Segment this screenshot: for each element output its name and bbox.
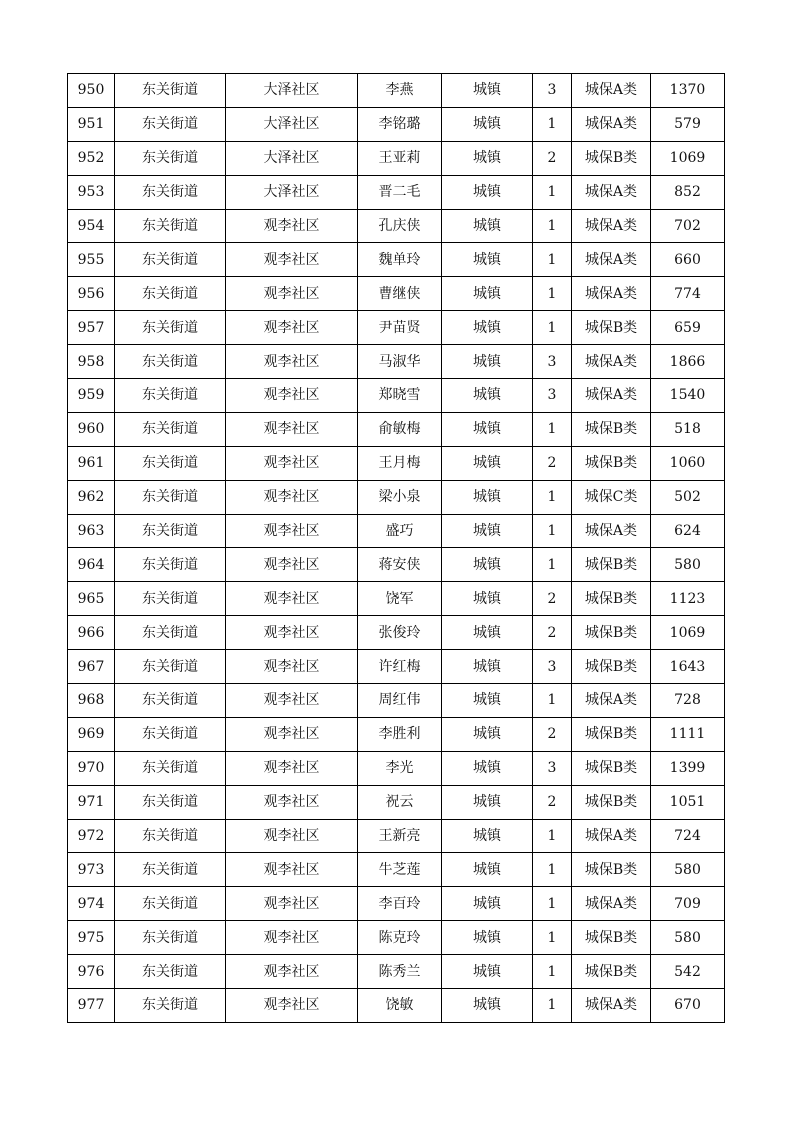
street-cell: 东关街道 bbox=[115, 311, 226, 345]
area-type-cell: 城镇 bbox=[442, 107, 533, 141]
name-cell: 盛巧 bbox=[358, 514, 442, 548]
row-number-cell: 957 bbox=[68, 311, 115, 345]
category-cell: 城保B类 bbox=[572, 548, 651, 582]
row-number-cell: 967 bbox=[68, 650, 115, 684]
street-cell: 东关街道 bbox=[115, 107, 226, 141]
area-type-cell: 城镇 bbox=[442, 819, 533, 853]
community-cell: 观李社区 bbox=[226, 989, 358, 1023]
name-cell: 郑晓雪 bbox=[358, 379, 442, 413]
amount-cell: 580 bbox=[651, 548, 725, 582]
row-number-cell: 952 bbox=[68, 141, 115, 175]
row-number-cell: 958 bbox=[68, 345, 115, 379]
area-type-cell: 城镇 bbox=[442, 582, 533, 616]
street-cell: 东关街道 bbox=[115, 446, 226, 480]
area-type-cell: 城镇 bbox=[442, 446, 533, 480]
area-type-cell: 城镇 bbox=[442, 243, 533, 277]
amount-cell: 659 bbox=[651, 311, 725, 345]
name-cell: 陈秀兰 bbox=[358, 955, 442, 989]
community-cell: 观李社区 bbox=[226, 616, 358, 650]
household-size-cell: 1 bbox=[533, 243, 572, 277]
household-size-cell: 3 bbox=[533, 751, 572, 785]
street-cell: 东关街道 bbox=[115, 616, 226, 650]
name-cell: 王新亮 bbox=[358, 819, 442, 853]
name-cell: 李铭璐 bbox=[358, 107, 442, 141]
community-cell: 观李社区 bbox=[226, 345, 358, 379]
community-cell: 观李社区 bbox=[226, 311, 358, 345]
household-size-cell: 1 bbox=[533, 107, 572, 141]
category-cell: 城保B类 bbox=[572, 751, 651, 785]
community-cell: 观李社区 bbox=[226, 684, 358, 718]
street-cell: 东关街道 bbox=[115, 989, 226, 1023]
amount-cell: 1399 bbox=[651, 751, 725, 785]
category-cell: 城保B类 bbox=[572, 616, 651, 650]
row-number-cell: 962 bbox=[68, 480, 115, 514]
category-cell: 城保B类 bbox=[572, 717, 651, 751]
area-type-cell: 城镇 bbox=[442, 717, 533, 751]
table-row bbox=[68, 379, 725, 413]
category-cell: 城保B类 bbox=[572, 141, 651, 175]
category-cell: 城保A类 bbox=[572, 514, 651, 548]
street-cell: 东关街道 bbox=[115, 209, 226, 243]
household-size-cell: 3 bbox=[533, 74, 572, 108]
amount-cell: 518 bbox=[651, 412, 725, 446]
household-size-cell: 1 bbox=[533, 480, 572, 514]
amount-cell: 542 bbox=[651, 955, 725, 989]
row-number-cell: 966 bbox=[68, 616, 115, 650]
table-row bbox=[68, 480, 725, 514]
category-cell: 城保C类 bbox=[572, 480, 651, 514]
amount-cell: 709 bbox=[651, 887, 725, 921]
area-type-cell: 城镇 bbox=[442, 277, 533, 311]
row-number-cell: 969 bbox=[68, 717, 115, 751]
amount-cell: 1069 bbox=[651, 141, 725, 175]
name-cell: 李光 bbox=[358, 751, 442, 785]
name-cell: 尹苗贤 bbox=[358, 311, 442, 345]
street-cell: 东关街道 bbox=[115, 785, 226, 819]
household-size-cell: 1 bbox=[533, 514, 572, 548]
area-type-cell: 城镇 bbox=[442, 853, 533, 887]
street-cell: 东关街道 bbox=[115, 514, 226, 548]
street-cell: 东关街道 bbox=[115, 819, 226, 853]
name-cell: 曹继侠 bbox=[358, 277, 442, 311]
category-cell: 城保A类 bbox=[572, 345, 651, 379]
street-cell: 东关街道 bbox=[115, 751, 226, 785]
household-size-cell: 1 bbox=[533, 412, 572, 446]
area-type-cell: 城镇 bbox=[442, 175, 533, 209]
name-cell: 王亚莉 bbox=[358, 141, 442, 175]
name-cell: 许红梅 bbox=[358, 650, 442, 684]
amount-cell: 502 bbox=[651, 480, 725, 514]
category-cell: 城保B类 bbox=[572, 853, 651, 887]
household-size-cell: 1 bbox=[533, 175, 572, 209]
category-cell: 城保A类 bbox=[572, 107, 651, 141]
table-row bbox=[68, 650, 725, 684]
amount-cell: 728 bbox=[651, 684, 725, 718]
community-cell: 观李社区 bbox=[226, 209, 358, 243]
row-number-cell: 950 bbox=[68, 74, 115, 108]
name-cell: 孔庆侠 bbox=[358, 209, 442, 243]
row-number-cell: 953 bbox=[68, 175, 115, 209]
amount-cell: 580 bbox=[651, 921, 725, 955]
community-cell: 观李社区 bbox=[226, 412, 358, 446]
name-cell: 张俊玲 bbox=[358, 616, 442, 650]
community-cell: 观李社区 bbox=[226, 277, 358, 311]
street-cell: 东关街道 bbox=[115, 412, 226, 446]
table-row bbox=[68, 989, 725, 1023]
community-cell: 观李社区 bbox=[226, 853, 358, 887]
household-size-cell: 3 bbox=[533, 345, 572, 379]
household-size-cell: 1 bbox=[533, 277, 572, 311]
household-size-cell: 2 bbox=[533, 446, 572, 480]
area-type-cell: 城镇 bbox=[442, 141, 533, 175]
category-cell: 城保A类 bbox=[572, 379, 651, 413]
name-cell: 魏单玲 bbox=[358, 243, 442, 277]
row-number-cell: 973 bbox=[68, 853, 115, 887]
row-number-cell: 954 bbox=[68, 209, 115, 243]
row-number-cell: 955 bbox=[68, 243, 115, 277]
table-row bbox=[68, 548, 725, 582]
area-type-cell: 城镇 bbox=[442, 311, 533, 345]
street-cell: 东关街道 bbox=[115, 717, 226, 751]
table-row bbox=[68, 141, 725, 175]
community-cell: 观李社区 bbox=[226, 480, 358, 514]
category-cell: 城保A类 bbox=[572, 74, 651, 108]
household-size-cell: 2 bbox=[533, 717, 572, 751]
table-row bbox=[68, 751, 725, 785]
area-type-cell: 城镇 bbox=[442, 650, 533, 684]
household-size-cell: 2 bbox=[533, 616, 572, 650]
community-cell: 观李社区 bbox=[226, 582, 358, 616]
street-cell: 东关街道 bbox=[115, 74, 226, 108]
amount-cell: 624 bbox=[651, 514, 725, 548]
row-number-cell: 951 bbox=[68, 107, 115, 141]
community-cell: 大泽社区 bbox=[226, 107, 358, 141]
household-size-cell: 2 bbox=[533, 141, 572, 175]
household-size-cell: 1 bbox=[533, 955, 572, 989]
amount-cell: 1111 bbox=[651, 717, 725, 751]
name-cell: 王月梅 bbox=[358, 446, 442, 480]
community-cell: 大泽社区 bbox=[226, 74, 358, 108]
name-cell: 饶军 bbox=[358, 582, 442, 616]
household-size-cell: 3 bbox=[533, 379, 572, 413]
data-table bbox=[67, 73, 725, 1023]
category-cell: 城保A类 bbox=[572, 209, 651, 243]
category-cell: 城保A类 bbox=[572, 887, 651, 921]
name-cell: 梁小泉 bbox=[358, 480, 442, 514]
table-row bbox=[68, 819, 725, 853]
category-cell: 城保B类 bbox=[572, 650, 651, 684]
community-cell: 观李社区 bbox=[226, 921, 358, 955]
community-cell: 观李社区 bbox=[226, 751, 358, 785]
amount-cell: 660 bbox=[651, 243, 725, 277]
amount-cell: 579 bbox=[651, 107, 725, 141]
community-cell: 观李社区 bbox=[226, 379, 358, 413]
amount-cell: 702 bbox=[651, 209, 725, 243]
table-row bbox=[68, 616, 725, 650]
table-row bbox=[68, 311, 725, 345]
row-number-cell: 975 bbox=[68, 921, 115, 955]
community-cell: 大泽社区 bbox=[226, 175, 358, 209]
row-number-cell: 963 bbox=[68, 514, 115, 548]
street-cell: 东关街道 bbox=[115, 175, 226, 209]
name-cell: 晋二毛 bbox=[358, 175, 442, 209]
area-type-cell: 城镇 bbox=[442, 480, 533, 514]
name-cell: 陈克玲 bbox=[358, 921, 442, 955]
category-cell: 城保A类 bbox=[572, 277, 651, 311]
table-row bbox=[68, 717, 725, 751]
name-cell: 俞敏梅 bbox=[358, 412, 442, 446]
area-type-cell: 城镇 bbox=[442, 684, 533, 718]
amount-cell: 774 bbox=[651, 277, 725, 311]
area-type-cell: 城镇 bbox=[442, 345, 533, 379]
row-number-cell: 974 bbox=[68, 887, 115, 921]
street-cell: 东关街道 bbox=[115, 955, 226, 989]
household-size-cell: 1 bbox=[533, 209, 572, 243]
amount-cell: 1370 bbox=[651, 74, 725, 108]
table-row bbox=[68, 785, 725, 819]
category-cell: 城保A类 bbox=[572, 175, 651, 209]
community-cell: 观李社区 bbox=[226, 887, 358, 921]
street-cell: 东关街道 bbox=[115, 887, 226, 921]
category-cell: 城保B类 bbox=[572, 785, 651, 819]
street-cell: 东关街道 bbox=[115, 480, 226, 514]
table-row bbox=[68, 107, 725, 141]
amount-cell: 852 bbox=[651, 175, 725, 209]
household-size-cell: 1 bbox=[533, 684, 572, 718]
row-number-cell: 956 bbox=[68, 277, 115, 311]
row-number-cell: 970 bbox=[68, 751, 115, 785]
row-number-cell: 972 bbox=[68, 819, 115, 853]
table-row bbox=[68, 412, 725, 446]
category-cell: 城保A类 bbox=[572, 243, 651, 277]
street-cell: 东关街道 bbox=[115, 345, 226, 379]
row-number-cell: 965 bbox=[68, 582, 115, 616]
street-cell: 东关街道 bbox=[115, 650, 226, 684]
community-cell: 观李社区 bbox=[226, 819, 358, 853]
amount-cell: 724 bbox=[651, 819, 725, 853]
table-row bbox=[68, 446, 725, 480]
table-row bbox=[68, 175, 725, 209]
community-cell: 观李社区 bbox=[226, 514, 358, 548]
street-cell: 东关街道 bbox=[115, 921, 226, 955]
name-cell: 祝云 bbox=[358, 785, 442, 819]
street-cell: 东关街道 bbox=[115, 277, 226, 311]
area-type-cell: 城镇 bbox=[442, 74, 533, 108]
area-type-cell: 城镇 bbox=[442, 887, 533, 921]
street-cell: 东关街道 bbox=[115, 684, 226, 718]
category-cell: 城保B类 bbox=[572, 921, 651, 955]
street-cell: 东关街道 bbox=[115, 853, 226, 887]
row-number-cell: 971 bbox=[68, 785, 115, 819]
household-size-cell: 1 bbox=[533, 887, 572, 921]
area-type-cell: 城镇 bbox=[442, 514, 533, 548]
category-cell: 城保A类 bbox=[572, 819, 651, 853]
community-cell: 大泽社区 bbox=[226, 141, 358, 175]
area-type-cell: 城镇 bbox=[442, 412, 533, 446]
table-row bbox=[68, 243, 725, 277]
row-number-cell: 976 bbox=[68, 955, 115, 989]
street-cell: 东关街道 bbox=[115, 379, 226, 413]
table-row bbox=[68, 921, 725, 955]
amount-cell: 1866 bbox=[651, 345, 725, 379]
area-type-cell: 城镇 bbox=[442, 616, 533, 650]
name-cell: 李百玲 bbox=[358, 887, 442, 921]
row-number-cell: 959 bbox=[68, 379, 115, 413]
street-cell: 东关街道 bbox=[115, 141, 226, 175]
row-number-cell: 977 bbox=[68, 989, 115, 1023]
street-cell: 东关街道 bbox=[115, 243, 226, 277]
household-size-cell: 1 bbox=[533, 819, 572, 853]
row-number-cell: 960 bbox=[68, 412, 115, 446]
household-size-cell: 2 bbox=[533, 582, 572, 616]
name-cell: 李燕 bbox=[358, 74, 442, 108]
name-cell: 马淑华 bbox=[358, 345, 442, 379]
amount-cell: 1060 bbox=[651, 446, 725, 480]
area-type-cell: 城镇 bbox=[442, 955, 533, 989]
community-cell: 观李社区 bbox=[226, 548, 358, 582]
row-number-cell: 964 bbox=[68, 548, 115, 582]
community-cell: 观李社区 bbox=[226, 955, 358, 989]
category-cell: 城保A类 bbox=[572, 989, 651, 1023]
area-type-cell: 城镇 bbox=[442, 209, 533, 243]
category-cell: 城保B类 bbox=[572, 412, 651, 446]
amount-cell: 1051 bbox=[651, 785, 725, 819]
table-row bbox=[68, 955, 725, 989]
amount-cell: 1540 bbox=[651, 379, 725, 413]
row-number-cell: 968 bbox=[68, 684, 115, 718]
amount-cell: 1069 bbox=[651, 616, 725, 650]
category-cell: 城保B类 bbox=[572, 582, 651, 616]
name-cell: 蒋安侠 bbox=[358, 548, 442, 582]
table-row bbox=[68, 277, 725, 311]
street-cell: 东关街道 bbox=[115, 548, 226, 582]
name-cell: 牛芝莲 bbox=[358, 853, 442, 887]
household-size-cell: 3 bbox=[533, 650, 572, 684]
community-cell: 观李社区 bbox=[226, 717, 358, 751]
area-type-cell: 城镇 bbox=[442, 379, 533, 413]
table-row bbox=[68, 514, 725, 548]
community-cell: 观李社区 bbox=[226, 785, 358, 819]
table-row bbox=[68, 853, 725, 887]
category-cell: 城保B类 bbox=[572, 311, 651, 345]
table-row bbox=[68, 209, 725, 243]
amount-cell: 670 bbox=[651, 989, 725, 1023]
category-cell: 城保A类 bbox=[572, 684, 651, 718]
table-row bbox=[68, 684, 725, 718]
area-type-cell: 城镇 bbox=[442, 785, 533, 819]
community-cell: 观李社区 bbox=[226, 243, 358, 277]
amount-cell: 580 bbox=[651, 853, 725, 887]
name-cell: 李胜利 bbox=[358, 717, 442, 751]
table-row bbox=[68, 887, 725, 921]
name-cell: 饶敏 bbox=[358, 989, 442, 1023]
community-cell: 观李社区 bbox=[226, 650, 358, 684]
table-row bbox=[68, 345, 725, 379]
household-size-cell: 1 bbox=[533, 853, 572, 887]
table-body bbox=[68, 74, 725, 1023]
category-cell: 城保B类 bbox=[572, 955, 651, 989]
amount-cell: 1123 bbox=[651, 582, 725, 616]
street-cell: 东关街道 bbox=[115, 582, 226, 616]
household-size-cell: 2 bbox=[533, 785, 572, 819]
household-size-cell: 1 bbox=[533, 311, 572, 345]
table-row bbox=[68, 582, 725, 616]
area-type-cell: 城镇 bbox=[442, 921, 533, 955]
table-row bbox=[68, 74, 725, 108]
name-cell: 周红伟 bbox=[358, 684, 442, 718]
area-type-cell: 城镇 bbox=[442, 751, 533, 785]
category-cell: 城保B类 bbox=[572, 446, 651, 480]
household-size-cell: 1 bbox=[533, 989, 572, 1023]
amount-cell: 1643 bbox=[651, 650, 725, 684]
area-type-cell: 城镇 bbox=[442, 548, 533, 582]
community-cell: 观李社区 bbox=[226, 446, 358, 480]
row-number-cell: 961 bbox=[68, 446, 115, 480]
area-type-cell: 城镇 bbox=[442, 989, 533, 1023]
household-size-cell: 1 bbox=[533, 548, 572, 582]
household-size-cell: 1 bbox=[533, 921, 572, 955]
